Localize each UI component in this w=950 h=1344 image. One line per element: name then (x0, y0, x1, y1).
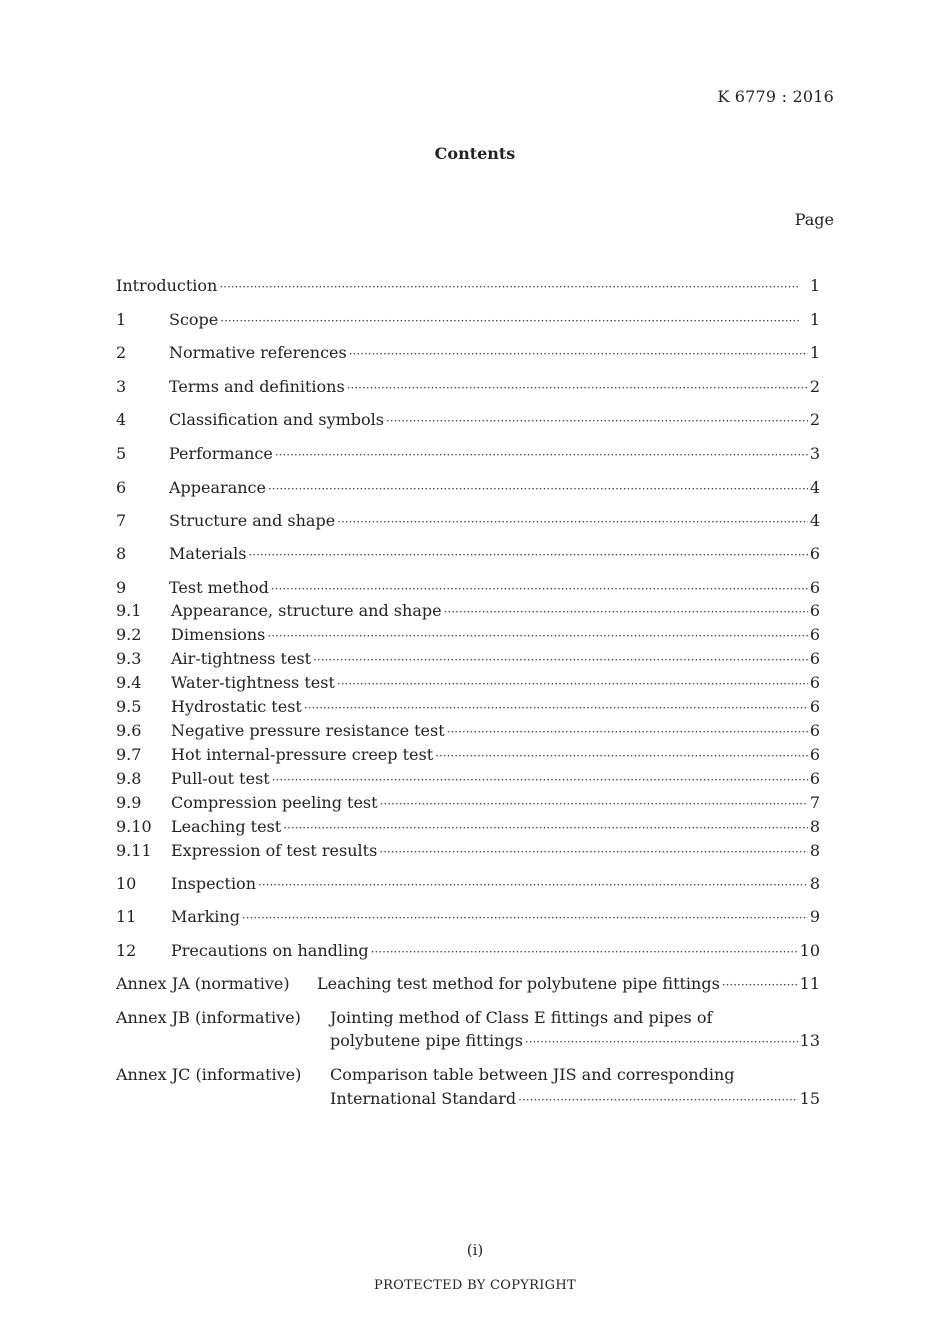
toc-entry-number: 5 (116, 444, 127, 463)
toc-entry[interactable] (116, 673, 820, 695)
toc-entry-text: Terms and definitions (169, 377, 345, 396)
toc-entry-page: 11 (799, 974, 820, 993)
toc-entry-text: Classification and symbols (169, 410, 384, 429)
toc-annex-jb-line1[interactable]: Jointing method of Class E fittings and pipes of (330, 1008, 713, 1027)
toc-entry-page: 10 (799, 941, 820, 960)
toc-entry[interactable] (116, 817, 820, 839)
toc-entry-number: 1 (116, 310, 127, 329)
toc-entry-number: 9.2 (116, 625, 142, 644)
toc-entry[interactable] (116, 941, 820, 963)
toc-entry-page: 6 (809, 745, 820, 764)
toc-entry-page: 2 (809, 377, 820, 396)
toc-entry-page: 1 (809, 276, 820, 295)
leader-dots (272, 773, 808, 787)
toc-entry-number: 9.8 (116, 769, 142, 788)
toc-entry-number: 10 (116, 874, 137, 893)
toc-entry-number: 4 (116, 410, 127, 429)
toc-entry[interactable] (116, 907, 820, 929)
toc-entry-page: 8 (809, 817, 820, 836)
toc-entry-introduction[interactable] (116, 276, 820, 298)
toc-entry-text: Scope (169, 310, 219, 329)
toc-entry[interactable] (116, 478, 820, 500)
toc-entry[interactable] (116, 841, 820, 863)
toc-entry-number: 9 (116, 578, 127, 597)
toc-entry-page: 6 (809, 721, 820, 740)
toc-entry-text: Dimensions (171, 625, 266, 644)
toc-entry-text: Test method (169, 578, 269, 597)
annex-label-ja: Annex JA (normative) (116, 974, 290, 993)
leader-dots (248, 548, 807, 562)
toc-entry-page: 6 (809, 673, 820, 692)
toc-entry[interactable] (116, 544, 820, 566)
toc-entry-text: International Standard (330, 1089, 517, 1108)
page-column-label: Page (794, 210, 834, 229)
toc-entry-text: Structure and shape (169, 511, 336, 530)
annex-label-jb: Annex JB (informative) (116, 1008, 301, 1027)
toc-entry-text: polybutene pipe fittings (330, 1031, 523, 1050)
leader-dots (304, 701, 808, 715)
toc-entry-page: 1 (809, 343, 820, 362)
leader-dots (283, 821, 808, 835)
toc-entry[interactable] (116, 745, 820, 767)
toc-entry-text: Normative references (169, 343, 347, 362)
toc-annex-jc-line1[interactable]: Comparison table between JIS and corresponding (330, 1065, 735, 1084)
toc-entry[interactable] (116, 410, 820, 432)
toc-entry-page: 4 (809, 511, 820, 530)
toc-entry-text: Water-tightness test (171, 673, 335, 692)
leader-dots (349, 347, 808, 361)
toc-entry-page: 4 (809, 478, 820, 497)
toc-entry-text: Appearance (169, 478, 266, 497)
toc-entry-page: 7 (809, 793, 820, 812)
toc-entry-text: Hydrostatic test (171, 697, 302, 716)
toc-entry[interactable] (116, 444, 820, 466)
annex-label-jc: Annex JC (informative) (116, 1065, 302, 1084)
leader-dots (271, 582, 808, 596)
toc-entry[interactable] (116, 601, 820, 623)
toc-entry-number: 3 (116, 377, 127, 396)
toc-entry-page: 2 (809, 410, 820, 429)
leader-dots (242, 911, 808, 925)
leader-dots (386, 414, 808, 428)
leader-dots (313, 653, 808, 667)
toc-entry-text: Leaching test (171, 817, 282, 836)
leader-dots (337, 515, 808, 529)
toc-entry-text: Materials (169, 544, 247, 563)
document-code: K 6779 : 2016 (717, 87, 834, 106)
toc-entry-page: 6 (809, 544, 820, 563)
toc-entry-text: Hot internal-pressure creep test (171, 745, 434, 764)
leader-dots (219, 280, 807, 294)
toc-entry-number: 6 (116, 478, 127, 497)
toc-entry-number: 9.7 (116, 745, 142, 764)
leader-dots (267, 629, 807, 643)
toc-entry-number: 9.11 (116, 841, 152, 860)
toc-entry-text: Expression of test results (171, 841, 378, 860)
toc-entry-number: 9.9 (116, 793, 142, 812)
toc-entry[interactable] (116, 697, 820, 719)
toc-entry[interactable] (116, 769, 820, 791)
toc-entry-number: 12 (116, 941, 137, 960)
toc-entry-page: 8 (809, 841, 820, 860)
leader-dots (371, 945, 798, 959)
toc-entry-text: Air-tightness test (171, 649, 312, 668)
toc-entry-number: 7 (116, 511, 127, 530)
toc-entry-page: 6 (809, 578, 820, 597)
toc-entry[interactable] (116, 578, 820, 600)
toc-entry-text: Appearance, structure and shape (171, 601, 442, 620)
toc-entry-text: Performance (169, 444, 273, 463)
toc-entry-text: Leaching test method for polybutene pipe fittings (317, 974, 720, 993)
leader-dots (258, 878, 808, 892)
leader-dots (347, 381, 808, 395)
toc-entry-number: 2 (116, 343, 127, 362)
toc-entry-text: Precautions on handling (171, 941, 369, 960)
leader-dots (525, 1035, 798, 1049)
toc-entry-text: Marking (171, 907, 240, 926)
toc-annex-jb[interactable] (330, 1031, 820, 1053)
toc-annex-jc[interactable] (330, 1089, 820, 1111)
leader-dots (220, 314, 808, 328)
toc-entry-text: Pull-out test (171, 769, 270, 788)
toc-entry-number: 9.6 (116, 721, 142, 740)
leader-dots (337, 677, 808, 691)
leader-dots (722, 978, 798, 992)
leader-dots (447, 725, 808, 739)
toc-entry-text: Introduction (116, 276, 218, 295)
leader-dots (275, 448, 808, 462)
toc-entry-number: 11 (116, 907, 137, 926)
toc-entry-text: Compression peeling test (171, 793, 378, 812)
toc-entry-number: 9.10 (116, 817, 152, 836)
leader-dots (518, 1093, 797, 1107)
page-title: Contents (434, 144, 516, 163)
toc-entry[interactable] (116, 649, 820, 671)
toc-entry-text: Inspection (171, 874, 256, 893)
toc-annex-ja[interactable] (317, 974, 820, 996)
toc-entry[interactable] (116, 874, 820, 896)
toc-entry[interactable] (116, 721, 820, 743)
toc-entry-page: 6 (809, 625, 820, 644)
leader-dots (444, 605, 808, 619)
toc-entry[interactable] (116, 511, 820, 533)
toc-entry-number: 9.4 (116, 673, 142, 692)
toc-entry-page: 6 (809, 769, 820, 788)
toc-entry-page: 9 (809, 907, 820, 926)
toc-entry-number: 9.5 (116, 697, 142, 716)
toc-entry-page: 6 (809, 697, 820, 716)
toc-entry[interactable] (116, 377, 820, 399)
toc-entry-page: 3 (809, 444, 820, 463)
toc-entry-page: 13 (799, 1031, 820, 1050)
toc-entry-page: 8 (809, 874, 820, 893)
toc-entry[interactable] (116, 625, 820, 647)
toc-entry-number: 9.1 (116, 601, 142, 620)
toc-entry-page: 15 (799, 1089, 820, 1108)
toc-entry-page: 6 (809, 649, 820, 668)
toc-entry[interactable] (116, 310, 820, 332)
leader-dots (380, 797, 808, 811)
copyright-notice: PROTECTED BY COPYRIGHT (374, 1278, 576, 1293)
leader-dots (379, 845, 808, 859)
toc-entry-number: 9.3 (116, 649, 142, 668)
page-folio: (i) (466, 1241, 484, 1259)
leader-dots (435, 749, 808, 763)
leader-dots (268, 482, 808, 496)
toc-entry[interactable] (116, 343, 820, 365)
toc-entry-page: 6 (809, 601, 820, 620)
toc-entry-page: 1 (809, 310, 820, 329)
toc-entry-text: Negative pressure resistance test (171, 721, 445, 740)
toc-entry[interactable] (116, 793, 820, 815)
toc-entry-number: 8 (116, 544, 127, 563)
